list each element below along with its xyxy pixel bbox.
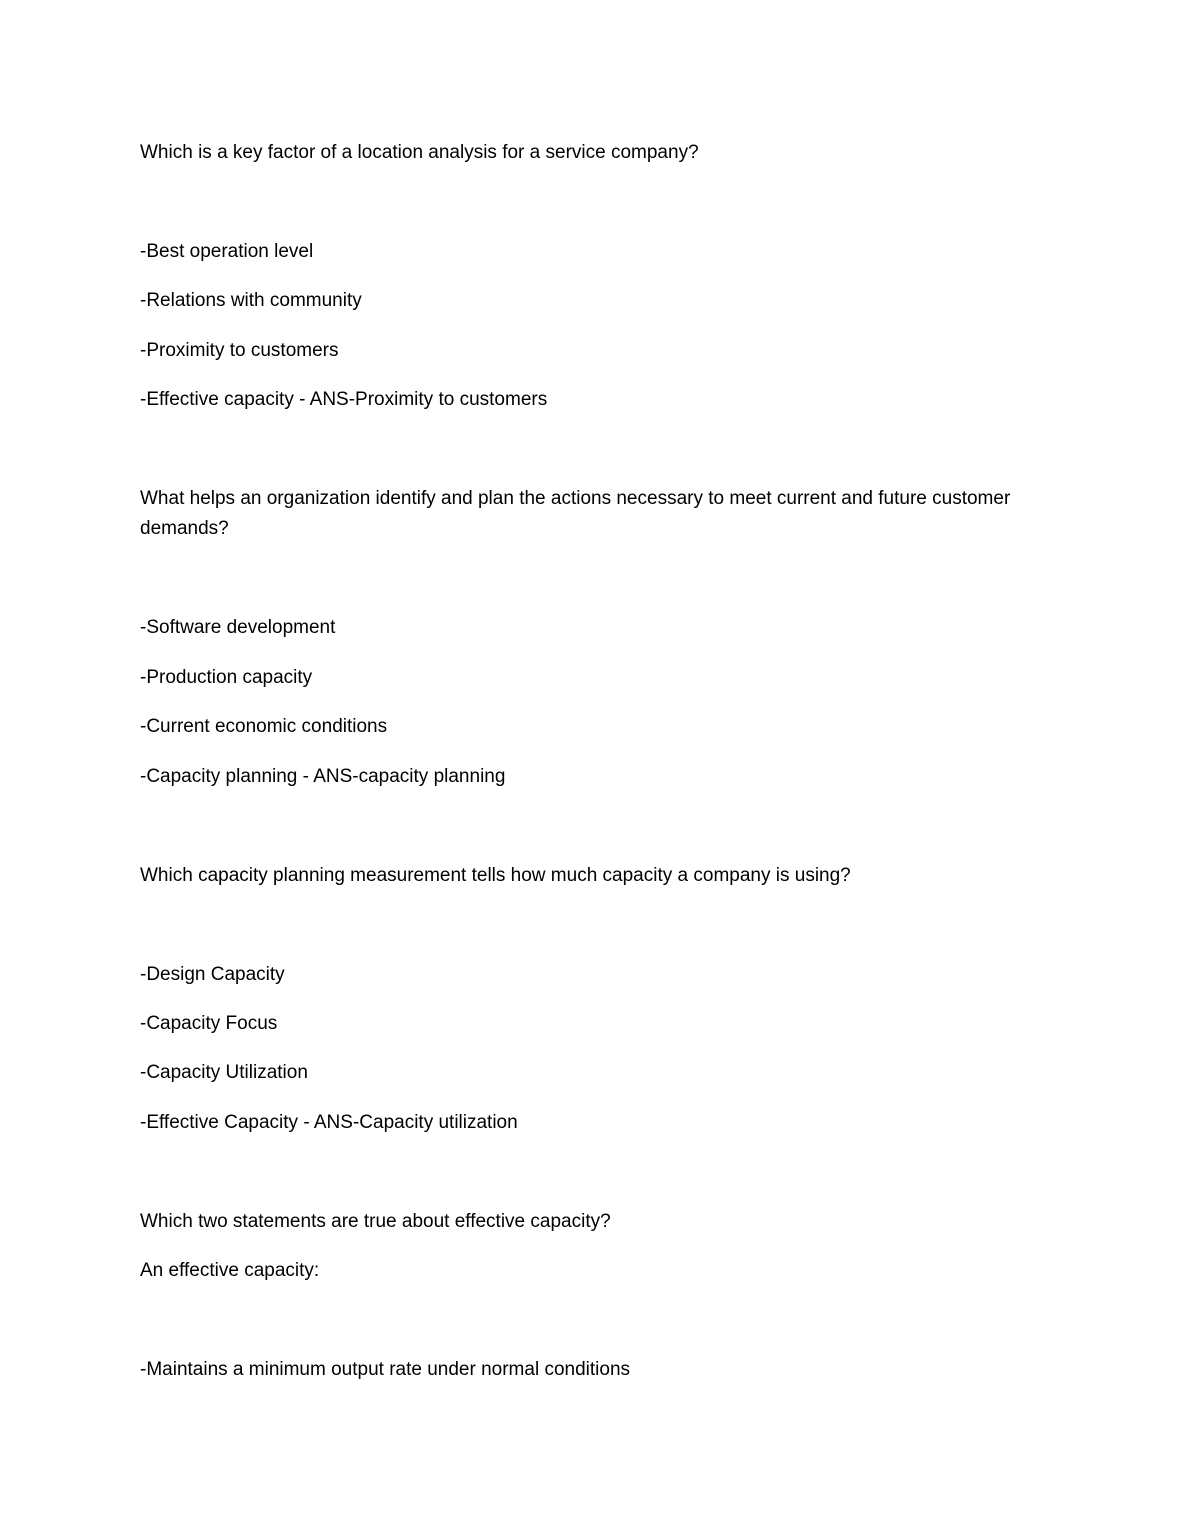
q3-option-4-answer: -Effective Capacity - ANS-Capacity utilization [140, 1112, 518, 1133]
question-2: What helps an organization identify and plan the actions necessary to meet current and future customer demands? [140, 488, 1011, 539]
question-4-subtext: An effective capacity: [140, 1260, 320, 1281]
q1-option-2: -Relations with community [140, 290, 362, 311]
question-4: Which two statements are true about effective capacity? [140, 1211, 611, 1232]
q2-option-2: -Production capacity [140, 667, 313, 688]
question-3: Which capacity planning measurement tells how much capacity a company is using? [140, 865, 851, 886]
q2-option-4-answer: -Capacity planning - ANS-capacity planning [140, 766, 506, 787]
q1-option-4-answer: -Effective capacity - ANS-Proximity to customers [140, 389, 548, 410]
q4-option-1: -Maintains a minimum output rate under normal conditions [140, 1359, 631, 1380]
q2-option-1: -Software development [140, 617, 336, 638]
q1-option-1: -Best operation level [140, 241, 314, 262]
q3-option-2: -Capacity Focus [140, 1013, 278, 1034]
q1-option-3: -Proximity to customers [140, 340, 339, 361]
question-1: Which is a key factor of a location analysis for a service company? [140, 142, 699, 163]
q2-option-3: -Current economic conditions [140, 716, 388, 737]
q3-option-1: -Design Capacity [140, 964, 285, 985]
q3-option-3: -Capacity Utilization [140, 1062, 308, 1083]
